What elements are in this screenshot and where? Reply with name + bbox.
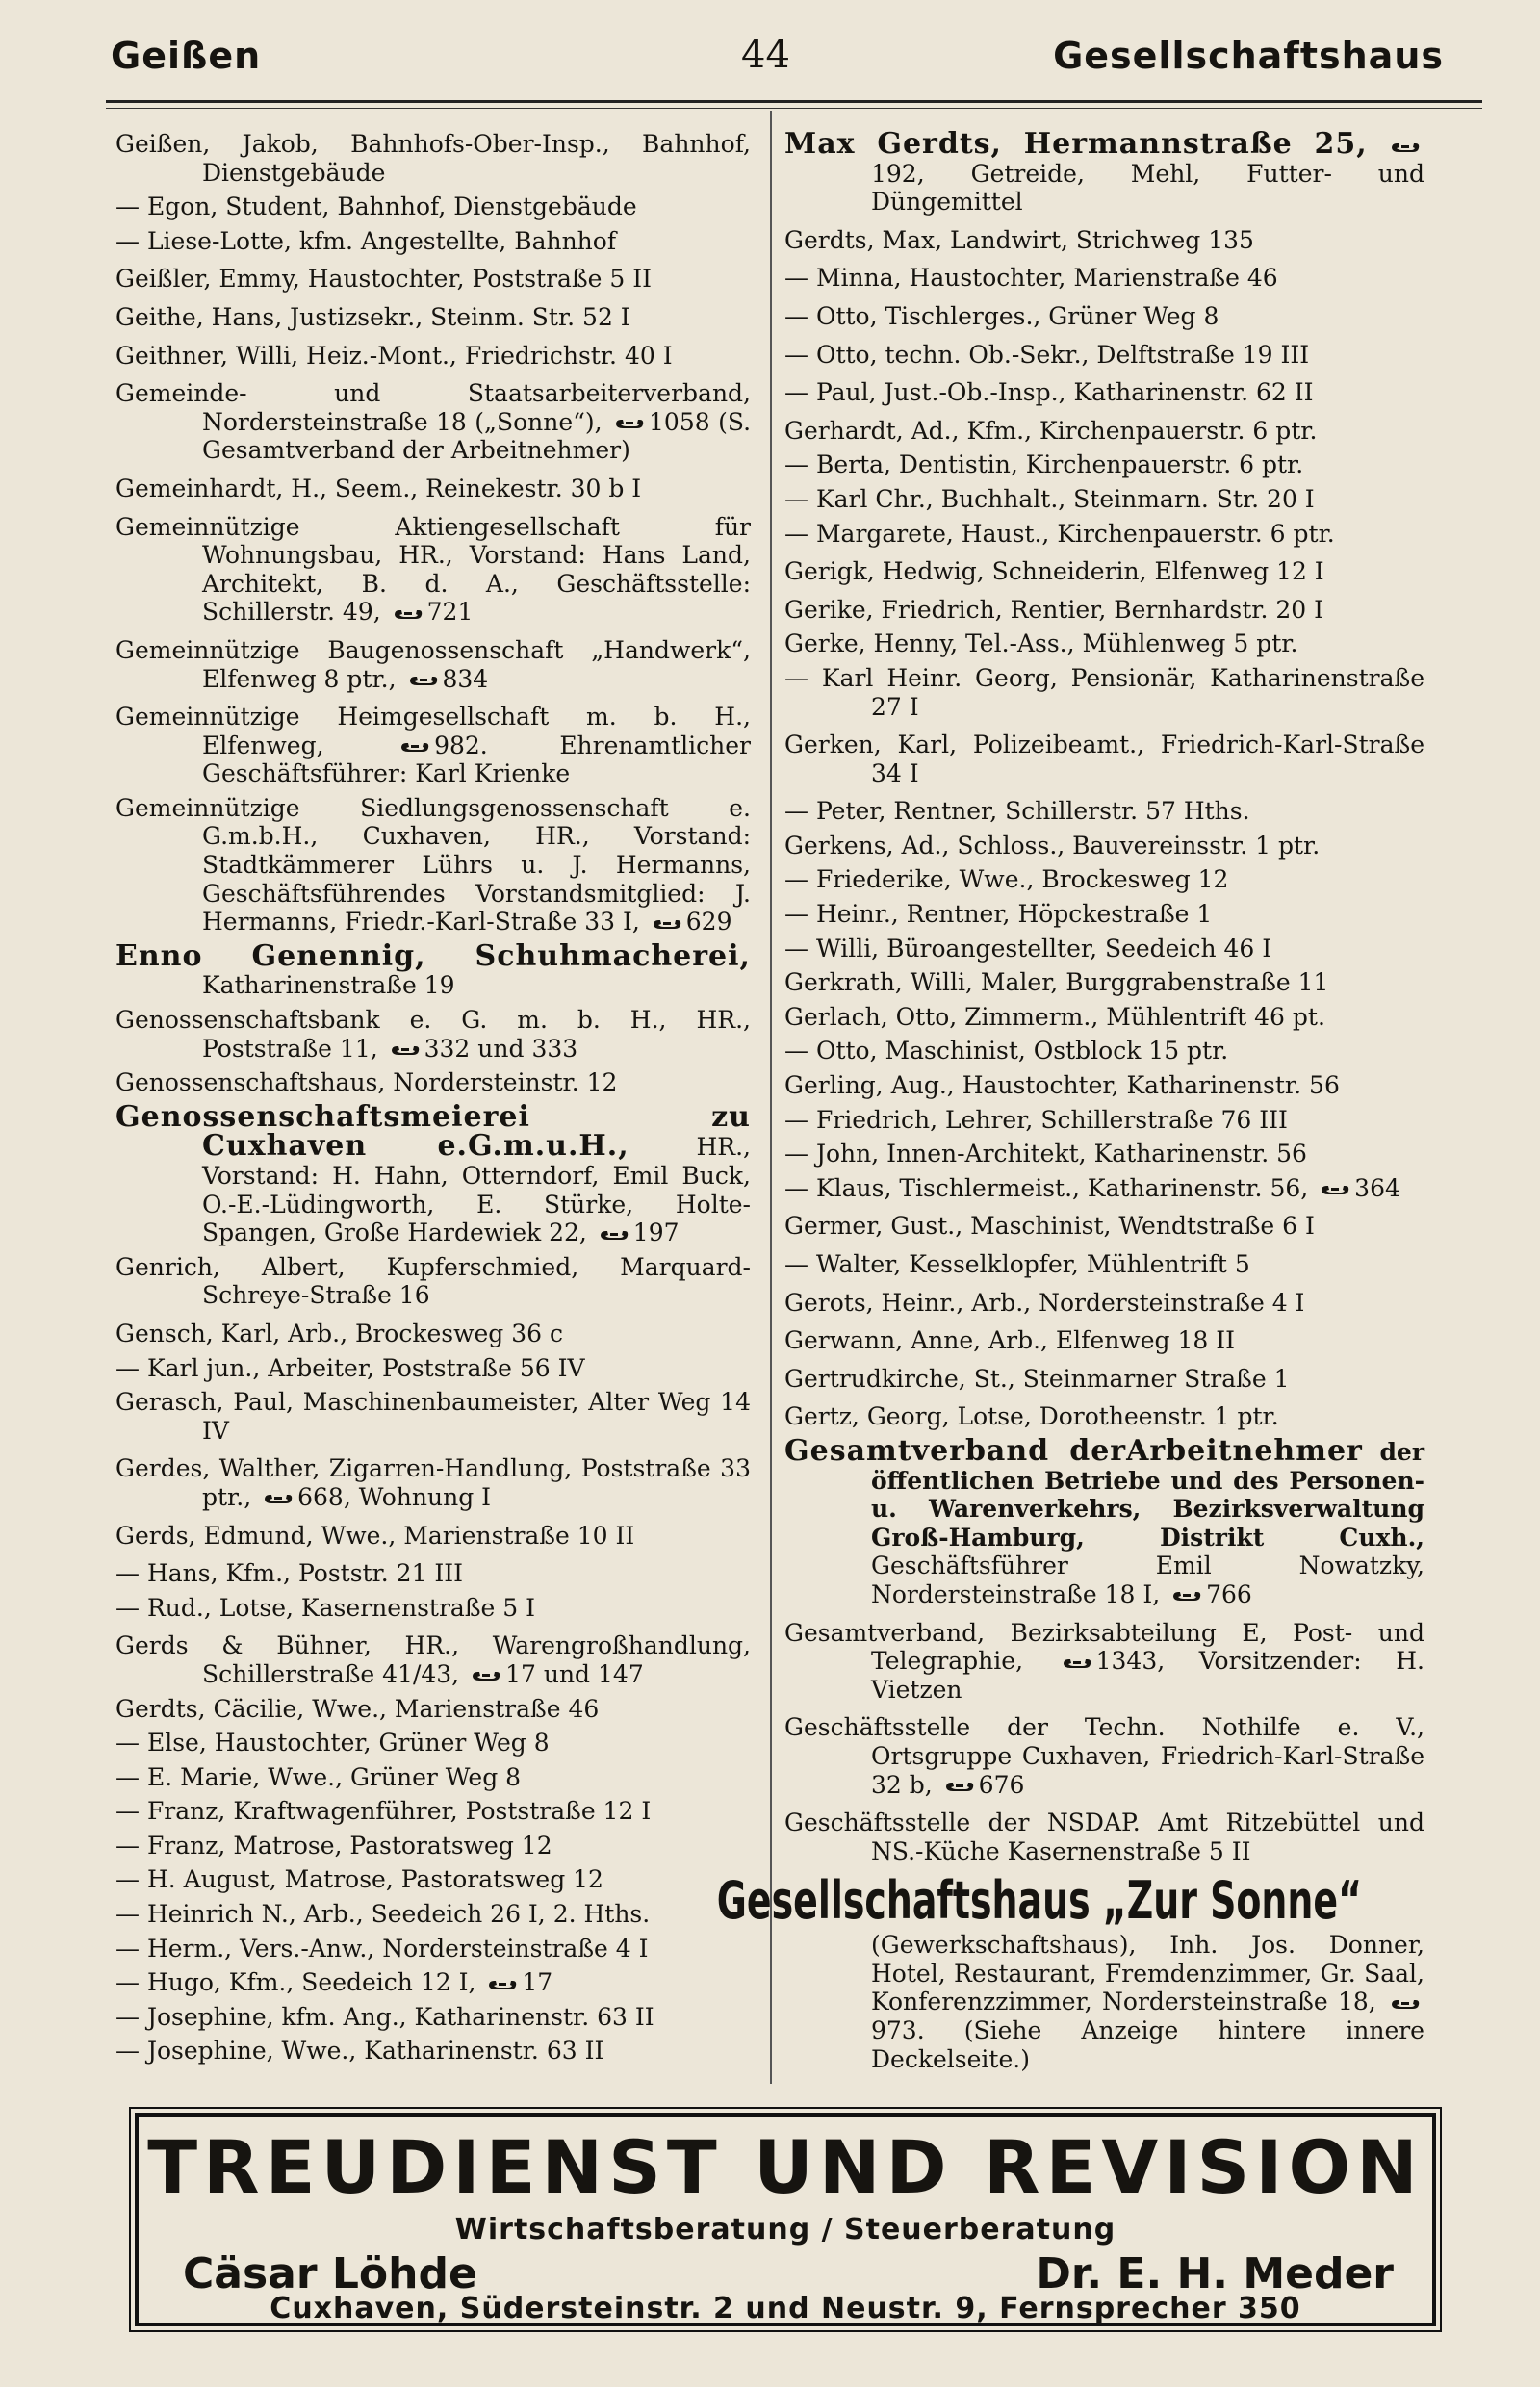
entry-phone: 766 (1206, 1579, 1252, 1608)
entry-text: — Herm., Vers.-Anw., Nordersteinstraße 4 I (116, 1934, 649, 1963)
entry-text: — Friederike, Wwe., Brockesweg 12 (784, 865, 1229, 894)
directory-entry (116, 1559, 751, 1588)
entry-text: — Otto, techn. Ob.-Sekr., Delftstraße 19 III (784, 340, 1310, 369)
entry-text: Gemeinnützige Heimgesellschaft m. b. H., Elfenweg, (116, 703, 751, 759)
directory-entry (784, 557, 1424, 586)
directory-entry (116, 130, 751, 187)
directory-entry (784, 417, 1424, 446)
directory-entry (784, 450, 1424, 479)
entry-text: Gensch, Karl, Arb., Brockesweg 36 c (116, 1319, 564, 1348)
directory-entry (784, 1174, 1424, 1203)
ad-name-right: Dr. E. H. Meder (1036, 2249, 1394, 2298)
entry-text-after: Vorsitzender: H. Vietzen (871, 1647, 1424, 1704)
telephone-receiver-icon (1171, 1588, 1202, 1604)
telephone-receiver-icon (399, 739, 430, 755)
telephone-receiver-icon (944, 1779, 975, 1794)
entry-text: — Margarete, Haust., Kirchenpauerstr. 6 ptr. (784, 519, 1335, 548)
entry-phone: 332 und 333 (424, 1034, 578, 1063)
directory-entry (116, 1797, 751, 1826)
entry-phone: 982. (434, 731, 488, 759)
telephone-receiver-icon (408, 673, 439, 688)
directory-entry (116, 1968, 751, 1997)
directory-entry (784, 264, 1424, 293)
directory-entry (784, 485, 1424, 514)
entry-phone: 676 (978, 1770, 1025, 1799)
entry-phone: 1343, (1095, 1647, 1166, 1676)
directory-entry (784, 302, 1424, 331)
entry-text: Gerling, Aug., Haustochter, Katharinenstr. 56 (784, 1071, 1340, 1100)
ad-name-left: Cäsar Löhde (183, 2249, 477, 2298)
directory-entry (784, 629, 1424, 658)
directory-entry (116, 475, 751, 503)
entry-text-after: Ehrenamtlicher Geschäftsführer: Karl Krienke (202, 731, 752, 788)
entry-text: Gerasch, Paul, Maschinenbaumeister, Alter Weg 14 IV (116, 1388, 751, 1445)
right-column (716, 127, 1425, 2079)
directory-entry (116, 703, 751, 788)
entry-text: — H. August, Matrose, Pastoratsweg 12 (116, 1865, 603, 1894)
directory-entry (116, 1354, 751, 1383)
directory-entry (116, 1865, 751, 1894)
entry-phone: 668, (297, 1482, 351, 1511)
directory-entry (784, 1402, 1424, 1431)
header-rule-thin (106, 108, 1482, 109)
entry-text: Gerhardt, Ad., Kfm., Kirchenpauerstr. 6 ptr. (784, 416, 1318, 445)
directory-entry (116, 265, 751, 294)
entry-text: Katharinenstraße 19 (202, 971, 455, 1000)
telephone-receiver-icon (1320, 1182, 1350, 1197)
entry-phone: 721 (426, 598, 474, 627)
entry-text: — Karl Chr., Buchhalt., Steinmarn. Str. 20 I (784, 484, 1315, 513)
left-column (116, 130, 751, 2071)
entry-text: Genossenschaftsbank e. G. m. b. H., HR., Poststraße 11, (116, 1006, 751, 1063)
entry-text: — Friedrich, Lehrer, Schillerstraße 76 III (784, 1105, 1288, 1134)
telephone-receiver-icon (487, 1977, 518, 1992)
entry-text: Geschäftsstelle der Techn. Nothilfe e. V., Ortsgruppe Cuxhaven, Friedrich-Karl-Straße 32 b, (784, 1713, 1424, 1799)
entry-text: Gemeinnützige Siedlungsgenossenschaft e. G.m.b.H., Cuxhaven, HR., Vorstand: Stadtkämmerer Lührs u. J. Hermanns, Geschäftsführendes Vorstandsmitglied: J. Hermanns, Friedr.-Karl-Straße 33 I, (116, 793, 751, 937)
directory-entry (116, 1900, 751, 1929)
header-right-keyword: Gesellschaftshaus (1053, 35, 1444, 77)
directory-entry (116, 636, 751, 693)
entry-phone: 364 (1354, 1173, 1400, 1202)
telephone-receiver-icon (393, 606, 424, 622)
entry-text-after: Wohnung I (358, 1482, 492, 1511)
ad-title: TREUDIENST UND REVISION (147, 2124, 1424, 2210)
entry-text: — Egon, Student, Bahnhof, Dienstgebäude (116, 192, 637, 221)
directory-entry (116, 1006, 751, 1063)
entry-text: — E. Marie, Wwe., Grüner Weg 8 (116, 1762, 522, 1791)
directory-entry (116, 1522, 751, 1551)
directory-entry (116, 303, 751, 332)
entry-text: — Heinrich N., Arb., Seedeich 26 I, 2. Hths. (116, 1900, 651, 1929)
entry-text: — Hugo, Kfm., Seedeich 12 I, (116, 1968, 476, 1997)
entry-text: Genossenschaftshaus, Nordersteinstr. 12 (116, 1068, 618, 1097)
column-divider (770, 111, 772, 2084)
directory-entry (784, 1212, 1424, 1241)
directory-entry (716, 1870, 1424, 2073)
directory-entry (116, 1763, 751, 1792)
entry-text: Gemeinde- und Staatsarbeiterverband, Nordersteinstraße 18 („Sonne“), (116, 379, 751, 436)
entry-phone: 197 (632, 1219, 680, 1247)
entry-text: — Otto, Maschinist, Ostblock 15 ptr. (784, 1037, 1229, 1065)
header-left-keyword: Geißen (111, 35, 262, 77)
entry-text: — Franz, Kraftwagenführer, Poststraße 12 I (116, 1797, 652, 1826)
entry-text: — Berta, Dentistin, Kirchenpauerstr. 6 ptr. (784, 450, 1304, 479)
directory-entry (116, 342, 751, 371)
directory-entry (784, 1003, 1424, 1032)
directory-entry (116, 2037, 751, 2066)
entry-text: Gemeinhardt, H., Seem., Reinekestr. 30 b I (116, 474, 642, 502)
entry-text: — Paul, Just.-Ob.-Insp., Katharinenstr. 62 II (784, 378, 1314, 407)
entry-text: — Rud., Lotse, Kasernenstraße 5 I (116, 1593, 535, 1622)
entry-text: Gerdts, Cäcilie, Wwe., Marienstraße 46 (116, 1694, 600, 1723)
entry-text: — Josephine, kfm. Ang., Katharinenstr. 63 II (116, 2002, 654, 2031)
entry-phone: 834 (442, 664, 489, 693)
directory-entry (116, 513, 751, 627)
entry-text: — Klaus, Tischlermeist., Katharinenstr. 56, (784, 1173, 1309, 1202)
entry-phone: 17 (522, 1968, 553, 1997)
entry-text: Geithner, Willi, Heiz.-Mont., Friedrichstr. 40 I (116, 341, 673, 370)
directory-entry (784, 520, 1424, 549)
directory-entry (116, 794, 751, 937)
entry-phone: 1058 (649, 407, 710, 436)
entry-text: Gemeinnützige Baugenossenschaft „Handwerk“, Elfenweg 8 ptr., (116, 635, 751, 693)
directory-entry (116, 1695, 751, 1724)
telephone-receiver-icon (614, 416, 645, 431)
entry-text: Geithe, Hans, Justizsekr., Steinm. Str. 52 I (116, 302, 630, 331)
telephone-receiver-icon (1390, 140, 1421, 155)
directory-entry (784, 968, 1424, 997)
entry-text: Geschäftsführer Emil Nowatzky, Nordersteinstraße 18 I, (871, 1552, 1424, 1608)
entry-text: Gerigk, Hedwig, Schneiderin, Elfenweg 12 I (784, 557, 1324, 586)
entry-text: — Liese-Lotte, kfm. Angestellte, Bahnhof (116, 226, 617, 255)
entry-text: Germer, Gust., Maschinist, Wendtstraße 6 I (784, 1212, 1315, 1241)
directory-entry (116, 379, 751, 465)
entry-text: Gerkrath, Willi, Maler, Burggrabenstraße 11 (784, 968, 1329, 997)
directory-entry (784, 1713, 1424, 1799)
entry-text: Gerdes, Walther, Zigarren-Handlung, Poststraße 33 ptr., (116, 1454, 751, 1511)
entry-text-after: (S. Gesamtverband der Arbeitnehmer) (202, 407, 752, 465)
entry-bold-name: Gesamtverband derArbeitnehmer (784, 1433, 1363, 1468)
directory-entry (784, 341, 1424, 370)
directory-entry (784, 731, 1424, 787)
entry-bold-text: der öffentlichen Betriebe und des Personen- u. Warenverkehrs, Bezirksverwaltung Groß-Hamburg, Distrikt Cuxh., (871, 1437, 1424, 1552)
directory-entry (784, 1433, 1424, 1609)
directory-entry (116, 1935, 751, 1964)
telephone-receiver-icon (652, 916, 682, 932)
entry-text: Gesamtverband, Bezirksabteilung E, Post- und Telegraphie, (784, 1618, 1424, 1676)
entry-text: — Minna, Haustochter, Marienstraße 46 (784, 264, 1278, 293)
entry-text: — Karl Heinr. Georg, Pensionär, Katharinenstraße 27 I (784, 663, 1424, 721)
entry-text: Gerdts, Max, Landwirt, Strichweg 135 (784, 225, 1254, 254)
entry-text: — Heinr., Rentner, Höpckestraße 1 (784, 900, 1213, 929)
telephone-receiver-icon (390, 1042, 421, 1058)
directory-entry (784, 1106, 1424, 1135)
entry-text: Gerike, Friedrich, Rentier, Bernhardstr. 20 I (784, 595, 1324, 624)
page-number: 44 (741, 33, 790, 77)
entry-text: — Josephine, Wwe., Katharinenstr. 63 II (116, 2037, 604, 2066)
directory-entry (116, 2003, 751, 2032)
entry-text: Gerke, Henny, Tel.-Ass., Mühlenweg 5 ptr. (784, 629, 1298, 658)
directory-entry (784, 1365, 1424, 1394)
entry-text: — Walter, Kesselklopfer, Mühlentrift 5 (784, 1250, 1250, 1278)
entry-text: Gertz, Georg, Lotse, Dorotheenstr. 1 ptr. (784, 1402, 1279, 1431)
entry-text: (Gewerkschaftshaus), Inh. Jos. Donner, Hotel, Restaurant, Fremdenzimmer, Gr. Saal, Konferenzzimmer, Nordersteinstraße 18, (871, 1931, 1424, 2016)
entry-text: — Else, Haustochter, Grüner Weg 8 (116, 1729, 550, 1758)
entry-text: Gertrudkirche, St., Steinmarner Straße 1 (784, 1364, 1290, 1393)
running-header (106, 29, 1444, 96)
directory-entry (784, 865, 1424, 894)
entry-text: Gemeinnützige Aktiengesellschaft für Wohnungsbau, HR., Vorstand: Hans Land, Architekt, B. d. A., Geschäftsstelle: Schillerstr. 49, (116, 512, 751, 627)
telephone-receiver-icon (1390, 1996, 1421, 2012)
directory-entry (784, 596, 1424, 625)
entry-text: — Hans, Kfm., Poststr. 21 III (116, 1559, 464, 1588)
directory-entry (116, 1454, 751, 1511)
directory-entry (784, 1140, 1424, 1168)
directory-entry (116, 938, 751, 1000)
directory-entry (116, 1832, 751, 1861)
directory-entry (784, 226, 1424, 255)
entry-phone: 192, (871, 159, 925, 188)
entry-text: Gerlach, Otto, Zimmerm., Mühlentrift 46 pt. (784, 1002, 1325, 1031)
directory-entry (784, 832, 1424, 860)
entry-text: Geißler, Emmy, Haustochter, Poststraße 5 II (116, 265, 652, 294)
entry-text: Gerwann, Anne, Arb., Elfenweg 18 II (784, 1326, 1235, 1355)
entry-text: — Willi, Büroangestellter, Seedeich 46 I (784, 934, 1272, 962)
directory-entry (784, 935, 1424, 963)
directory-entry (784, 1326, 1424, 1355)
entry-phone: 17 und 147 (505, 1659, 644, 1688)
telephone-receiver-icon (1062, 1656, 1092, 1671)
entry-text: Gerkens, Ad., Schloss., Bauvereinsstr. 1 ptr. (784, 831, 1321, 860)
directory-entry (784, 1809, 1424, 1865)
entry-bold-name: Genossenschaftsmeierei zu Cuxhaven e.G.m.u.H., (116, 1099, 751, 1164)
entry-text: — Karl jun., Arbeiter, Poststraße 56 IV (116, 1353, 585, 1382)
directory-entry (784, 1289, 1424, 1318)
directory-entry (116, 1729, 751, 1758)
directory-entry (116, 1253, 751, 1310)
entry-text: — Otto, Tischlerges., Grüner Weg 8 (784, 301, 1219, 330)
entry-text: Gerds & Bühner, HR., Warengroßhandlung, Schillerstraße 41/43, (116, 1631, 751, 1688)
telephone-receiver-icon (471, 1668, 501, 1683)
directory-entry (116, 1320, 751, 1348)
directory-entry (784, 664, 1424, 721)
entry-phone: 973. (871, 2016, 925, 2045)
telephone-receiver-icon (599, 1227, 629, 1243)
entry-text: — John, Innen-Architekt, Katharinenstr. 56 (784, 1140, 1307, 1168)
directory-entry (116, 1594, 751, 1623)
entry-phone: 629 (685, 908, 732, 937)
entry-bold-name: Enno Genennig, Schuhmacherei, (116, 938, 751, 973)
entry-text: Gerds, Edmund, Wwe., Marienstraße 10 II (116, 1521, 635, 1550)
directory-entry (116, 192, 751, 221)
entry-text: Getreide, Mehl, Futter- und Düngemittel (871, 159, 1425, 217)
directory-entry (116, 1388, 751, 1445)
directory-entry (784, 1037, 1424, 1065)
directory-entry (116, 1068, 751, 1097)
directory-entry (784, 1250, 1424, 1279)
ad-subtitle: Wirtschaftsberatung / Steuerberatung (454, 2213, 1116, 2246)
directory-entry (784, 1619, 1424, 1705)
directory-entry (116, 1631, 751, 1688)
directory-entry (784, 900, 1424, 929)
entry-text: Gerken, Karl, Polizeibeamt., Friedrich-Karl-Straße 34 I (784, 731, 1424, 787)
entry-display-name: Gesellschaftshaus „Zur Sonne“ (716, 1870, 1362, 1932)
entry-text: Geißen, Jakob, Bahnhofs-Ober-Insp., Bahnhof, Dienstgebäude (116, 130, 751, 187)
entry-text: — Franz, Matrose, Pastoratsweg 12 (116, 1831, 552, 1860)
directory-entry (116, 1099, 751, 1247)
directory-entry (116, 227, 751, 256)
header-rule (106, 100, 1482, 103)
entry-text-after: (Siehe Anzeige hintere innere Deckelseite.) (871, 2016, 1424, 2073)
entry-bold-name: Max Gerdts, Hermannstraße 25, (784, 127, 1368, 161)
telephone-receiver-icon (263, 1491, 294, 1506)
directory-entry (784, 797, 1424, 826)
entry-text: Gerots, Heinr., Arb., Nordersteinstraße 4 I (784, 1288, 1305, 1317)
directory-entry (784, 378, 1424, 407)
directory-entry (784, 1071, 1424, 1100)
entry-text: HR., Vorstand: H. Hahn, Otterndorf, Emil Buck, O.-E.-Lüdingworth, E. Stürke, Holte-Spangen, Große Hardewiek 22, (202, 1133, 751, 1247)
directory-entry (784, 127, 1425, 217)
entry-text: Geschäftsstelle der NSDAP. Amt Ritzebüttel und NS.-Küche Kasernenstraße 5 II (784, 1809, 1424, 1865)
entry-text: — Peter, Rentner, Schillerstr. 57 Hths. (784, 797, 1250, 826)
advertisement-box (135, 2113, 1436, 2326)
entry-text: Genrich, Albert, Kupferschmied, Marquard-Schreye-Straße 16 (116, 1252, 751, 1310)
ad-address: Cuxhaven, Südersteinstr. 2 und Neustr. 9, Fernsprecher 350 (270, 2292, 1301, 2325)
